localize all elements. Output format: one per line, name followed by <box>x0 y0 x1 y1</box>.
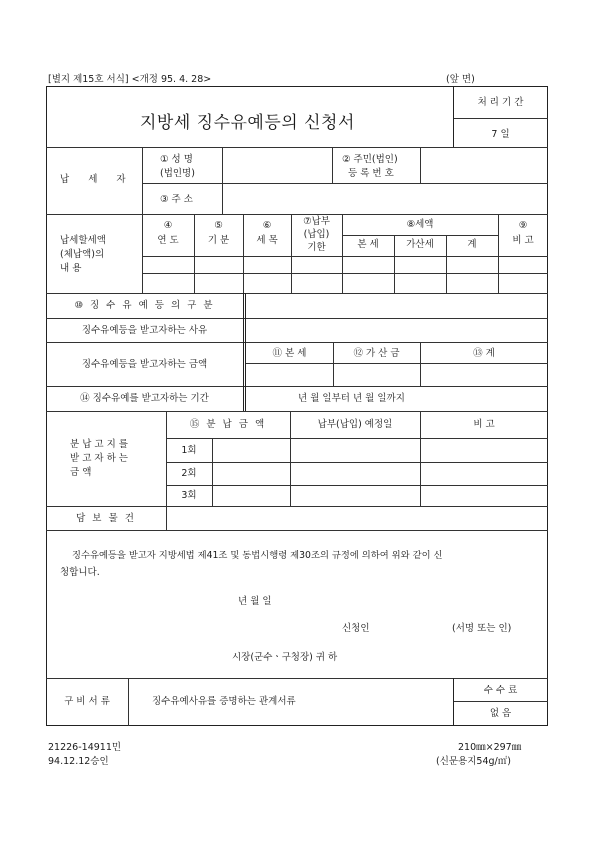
details-label: 내 용 <box>60 263 82 274</box>
col-installment-due: 납부(납입) 예정일 <box>317 419 393 430</box>
fee-value: 없 음 <box>489 708 512 719</box>
addressee: 시장(군수ㆍ구청장) 귀 하 <box>232 652 338 663</box>
arrears-label: (체납액)의 <box>60 249 105 260</box>
deferral-amount-label: 징수유예등을 받고자하는 금액 <box>81 359 208 370</box>
approval-date: 94.12.12승인 <box>48 756 109 767</box>
form-number: [별지 제15호 서식] <개정 95. 4. 28> <box>48 74 212 85</box>
col-year-number: ④ <box>163 220 173 231</box>
registration-number-field[interactable] <box>422 150 546 181</box>
application-date: 년 월 일 <box>238 596 272 607</box>
col-item: 세 목 <box>256 235 278 246</box>
deferral-period-value: 년 월 일부터 년 월 일까지 <box>298 393 405 404</box>
registration-number-label: ② 주민(법인) <box>342 154 398 165</box>
name-label: ① 성 명 <box>160 154 193 165</box>
col-note-number: ⑨ <box>518 220 528 231</box>
name-field[interactable] <box>224 150 330 181</box>
amount-main-tax-label: ⑪ 본 세 <box>272 348 307 359</box>
taxpayer-label: 납 세 자 <box>60 174 134 185</box>
col-due-date-2: (납입) <box>303 229 330 240</box>
col-period-number: ⑤ <box>214 220 223 231</box>
installment-label-2: 받 고 자 하 는 <box>70 453 128 464</box>
address-label: ③ 주 소 <box>160 194 193 205</box>
col-additional-tax: 가산세 <box>406 239 434 250</box>
paper-size: 210㎜×297㎜ <box>458 742 522 753</box>
registration-number-label-2: 등 록 번 호 <box>348 168 394 179</box>
collateral-label: 담 보 물 건 <box>76 513 136 524</box>
col-due-date: ⑦납부 <box>303 216 330 227</box>
collateral-field[interactable] <box>170 509 546 528</box>
paper-type: (신문용지54g/㎡) <box>436 756 511 767</box>
installment-round-1: 1회 <box>181 445 197 456</box>
processing-period-value: 7 일 <box>491 129 510 140</box>
processing-period-label: 처 리 기 간 <box>477 97 524 108</box>
deferral-period-label: ⑭ 징수유예를 받고자하는 기간 <box>80 393 209 404</box>
installment-round-2: 2회 <box>181 468 197 479</box>
col-main-tax: 본 세 <box>357 239 379 250</box>
fee-label: 수 수 료 <box>483 685 518 696</box>
col-due-date-3: 기한 <box>307 242 326 253</box>
corporate-name-label: (법인명) <box>160 168 195 179</box>
col-item-number: ⑥ <box>262 220 272 231</box>
amount-total-label: ⑬ 계 <box>473 348 495 359</box>
page-side: (앞 면) <box>446 74 475 85</box>
deferral-type-label: ⑩ 징 수 유 예 등 의 구 분 <box>74 300 215 311</box>
documents-label: 구 비 서 류 <box>64 696 110 707</box>
applicant-label: 신청인 <box>342 623 370 634</box>
col-tax-total: 계 <box>467 239 477 250</box>
deferral-reason-field[interactable] <box>247 321 546 340</box>
statement-line-1: 징수유예등을 받고자 지방세법 제41조 및 동법시행령 제30조의 규정에 의하여 위와 같이 신 <box>72 550 443 561</box>
documents-value: 징수유예사유를 증명하는 관계서류 <box>152 696 296 707</box>
address-field[interactable] <box>224 186 546 212</box>
form-code: 21226-14911민 <box>48 742 122 753</box>
col-year: 연 도 <box>157 235 179 246</box>
statement-line-2: 청합니다. <box>60 567 100 578</box>
installment-label: 분 납 고 지 를 <box>70 439 128 450</box>
col-period: 기 분 <box>207 235 230 246</box>
signature-label: (서명 또는 인) <box>452 623 512 634</box>
form-title: 지방세 징수유예등의 신청서 <box>140 113 355 133</box>
installment-label-3: 금 액 <box>70 467 92 478</box>
col-installment-amount: ⑮ 분 납 금 액 <box>189 419 267 430</box>
amount-additional-label: ⑫ 가 산 금 <box>353 348 400 359</box>
deferral-reason-label: 징수유예등을 받고자하는 사유 <box>81 325 208 336</box>
col-note: 비 고 <box>512 235 534 246</box>
tax-amount-label: 납세할세액 <box>60 235 106 246</box>
deferral-type-field[interactable] <box>247 296 546 316</box>
installment-round-3: 3회 <box>181 490 197 501</box>
col-installment-note: 비 고 <box>473 419 495 430</box>
col-tax-amount: ⑧세액 <box>406 219 434 230</box>
